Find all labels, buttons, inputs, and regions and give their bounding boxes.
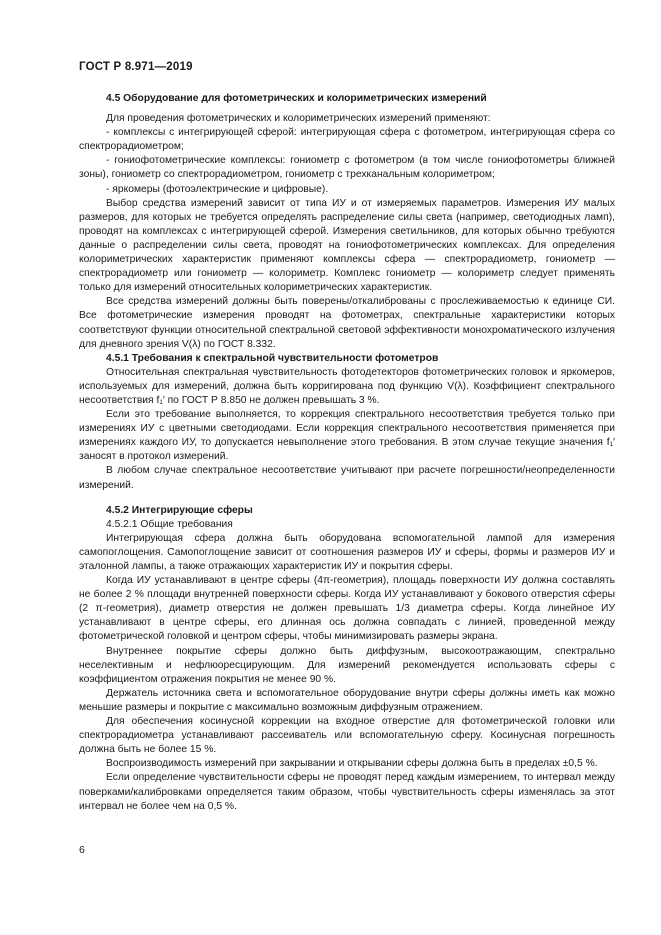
paragraph: Когда ИУ устанавливают в центре сферы (4π-геометрия), площадь поверхности ИУ должна составлять не более 2 % площади внутренней поверхности сферы. Когда ИУ устанавливают у бокового отверстия сферы (2 π-геометрия), диаметр отверстия не должен превышать 1/3 диаметра сферы. Когда линейное ИУ устанавливают в центре сферы, его длинная ось должна совпадать с линией, проведенной между фотометрической головкой и центром сферы, чтобы минимизировать размеры экрана.	[79, 575, 615, 643]
paragraph: Относительная спектральная чувствительность фотодетекторов фотометрических головок и яркомеров, используемых для измерений, должна быть корригирована под функцию V(λ). Коэффициент спектрального несоответствия f₁′ по ГОСТ Р 8.850 не должен превышать 3 %.	[79, 366, 615, 406]
paragraph: Держатель источника света и вспомогательное оборудование внутри сферы должны иметь как можно меньшие размеры и покрытие с максимально возможным диффузным отражением.	[79, 687, 615, 713]
document-header: ГОСТ Р 8.971—2019	[79, 61, 193, 73]
list-item: - гониофотометрические комплексы: гониометр с фотометром (в том числе гониофотометры ближней зоны), гониометр со спектрорадиометром, гониометр с трехканальным колориметром;	[79, 155, 615, 181]
list-item: - яркомеры (фотоэлектрические и цифровые).	[106, 183, 329, 195]
paragraph: Интегрирующая сфера должна быть оборудована вспомогательной лампой для измерения самопоглощения. Самопоглощение зависит от соотношения размеров ИУ и сферы, формы и размеров ИУ и эталонной лампы, а также отражающих характеристик ИУ и покрытия сферы.	[79, 532, 615, 572]
paragraph: Выбор средства измерений зависит от типа ИУ и от измеряемых параметров. Измерения ИУ малых размеров, для которых не требуется определять распределение силы света (например, светодиодных ламп), проводят на комплексах с интегрирующей сферой. Измерения светильников, для которых обычно требуются данные о распределении силы света, проводят на гониофотометрических комплексах. Для определения колориметрических характеристик применяют комплексы сфера — спектрорадиометр, гониометр — спектрорадиометр или гониометр — колориметр. Комплекс гониометр — колориметр следует применять только для измерений относительных колориметрических характеристик.	[79, 197, 615, 294]
paragraph: В любом случае спектральное несоответствие учитывают при расчете погрешности/неопределенности измерений.	[79, 465, 615, 491]
paragraph: Для обеспечения косинусной коррекции на входное отверстие для фотометрической головки или спектрорадиометра устанавливают рассеиватель или вспомогательную сферу. Косинусная погрешность должна быть не более 15 %.	[79, 716, 615, 756]
paragraph: Воспроизводимость измерений при закрывании и открывании сферы должна быть в пределах ±0,5 %.	[106, 758, 598, 770]
paragraph: Внутреннее покрытие сферы должно быть диффузным, высокоотражающим, спектрально неселективным и нефлюоресцирующим. Для измерений рекомендуется использовать сферы с коэффициентом отражения покрытия не менее 90 %.	[79, 645, 615, 685]
list-item: - комплексы с интегрирующей сферой: интегрирующая сфера с фотометром, интегрирующая сфера со спектрорадиометром;	[79, 127, 615, 153]
paragraph: Если определение чувствительности сферы не проводят перед каждым измерением, то интервал между поверками/калибровками определяется таким образом, чтобы чувствительность сферы изменялась за этот интервал не более чем на 0,5 %.	[79, 772, 615, 812]
paragraph: Для проведения фотометрических и колориметрических измерений применяют:	[106, 113, 491, 125]
subsection-heading-4-5-2-1: 4.5.2.1 Общие требования	[106, 518, 233, 530]
paragraph: Все средства измерений должны быть поверены/откалиброваны с прослеживаемостью к единице CИ. Все фотометрические измерения проводят на фотометрах, спектральные характеристики которых соответствуют функции относительной спектральной световой эффективности монохроматического излучения для дневного зрения V(λ) по ГОСТ 8.332.	[79, 296, 615, 350]
section-heading-4-5-1: 4.5.1 Требования к спектральной чувствительности фотометров	[106, 352, 439, 364]
paragraph: Если это требование выполняется, то коррекция спектрального несоответствия требуется только при измерениях ИУ с цветными светодиодами. Если коррекция спектрального несоответствия применяется при измерениях каждого ИУ, то допускается невыполнение этого требования. В этом случае текущие значения f₁′ заносят в протокол измерений.	[79, 409, 615, 463]
page-number: 6	[79, 844, 85, 856]
section-heading-4-5: 4.5 Оборудование для фотометрических и колориметрических измерений	[106, 93, 487, 104]
section-heading-4-5-2: 4.5.2 Интегрирующие сферы	[106, 504, 253, 516]
document-body	[79, 92, 615, 814]
